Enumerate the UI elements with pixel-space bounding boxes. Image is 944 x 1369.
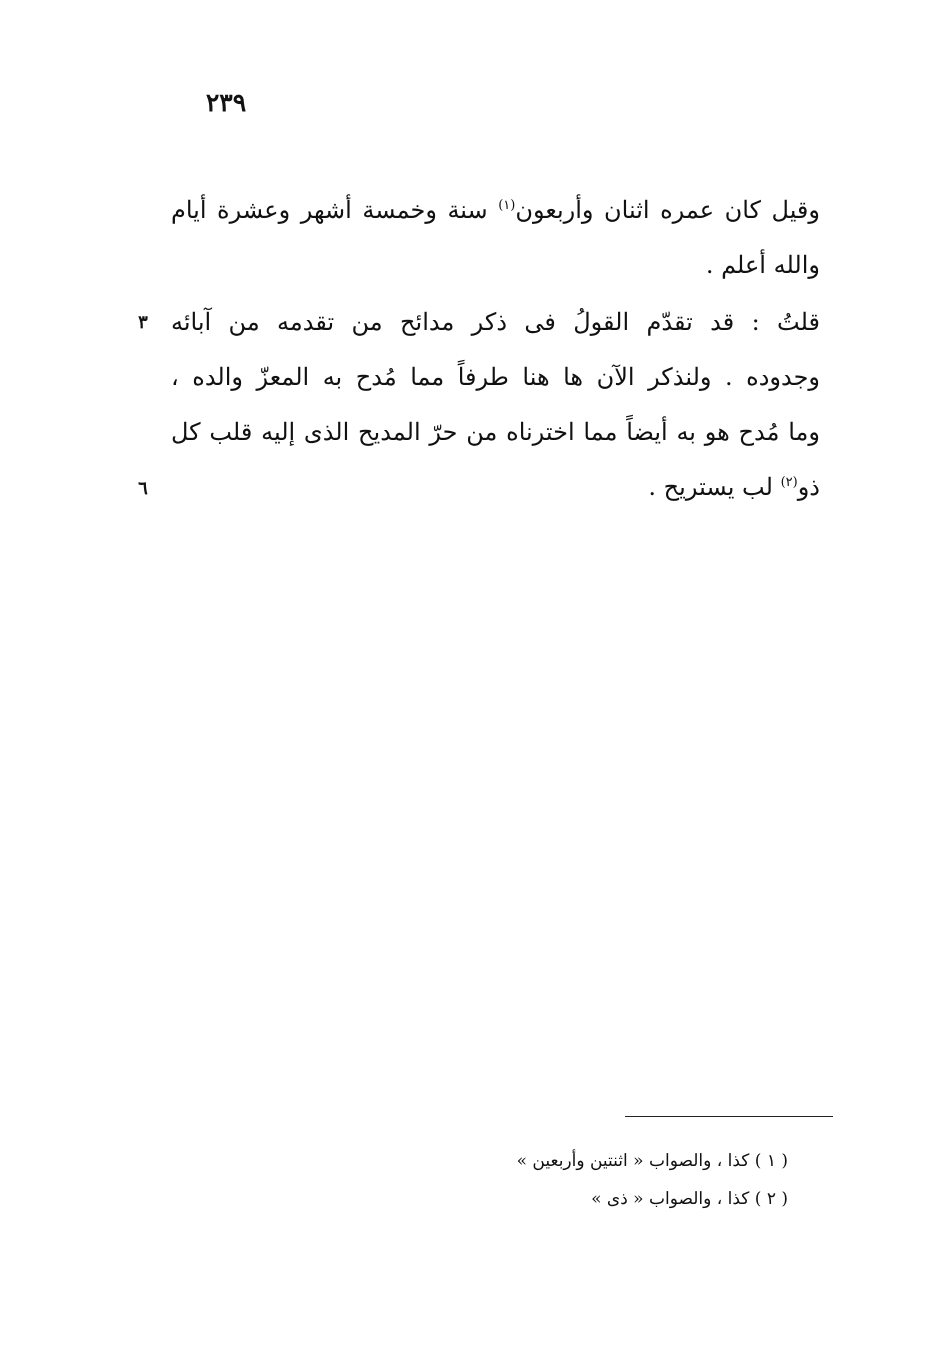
paragraph-2-line-4 [171,467,820,507]
paragraph-1-line-2: والله أعلم . [705,251,820,279]
text-segment: لب يستريح . [648,473,773,501]
footnote-ref-2: (٢) [780,475,798,490]
paragraph-2-line-2: وجدوده . ولنذكر الآن ها هنا طرفاً مما مُدح به المعزّ والده ، [171,363,820,391]
footnote-divider [625,1116,833,1117]
margin-line-number-6: ٦ [138,478,148,499]
text-segment: ذو [797,473,820,501]
footnote-1: ( ١ ) كذا ، والصواب « اثنتين وأربعين » [516,1151,788,1171]
paragraph-1-line-1 [171,190,820,230]
footnote-2: ( ٢ ) كذا ، والصواب « ذى » [591,1189,788,1209]
paragraph-2-line-3: وما مُدح هو به أيضاً مما اخترناه من حرّ المديح الذى إليه قلب كل [171,418,820,446]
page-number: ٢٣٩ [205,88,247,117]
footnote-ref-1: (١) [498,198,516,213]
paragraph-2-line-1: قلتُ : قد تقدّم القولُ فى ذكر مدائح من تقدمه من آبائه [171,308,820,336]
text-segment: سنة وخمسة أشهر وعشرة أيام [171,196,488,224]
text-segment: وقيل كان عمره اثنان وأربعون [515,196,820,224]
margin-line-number-3: ٣ [138,312,148,333]
